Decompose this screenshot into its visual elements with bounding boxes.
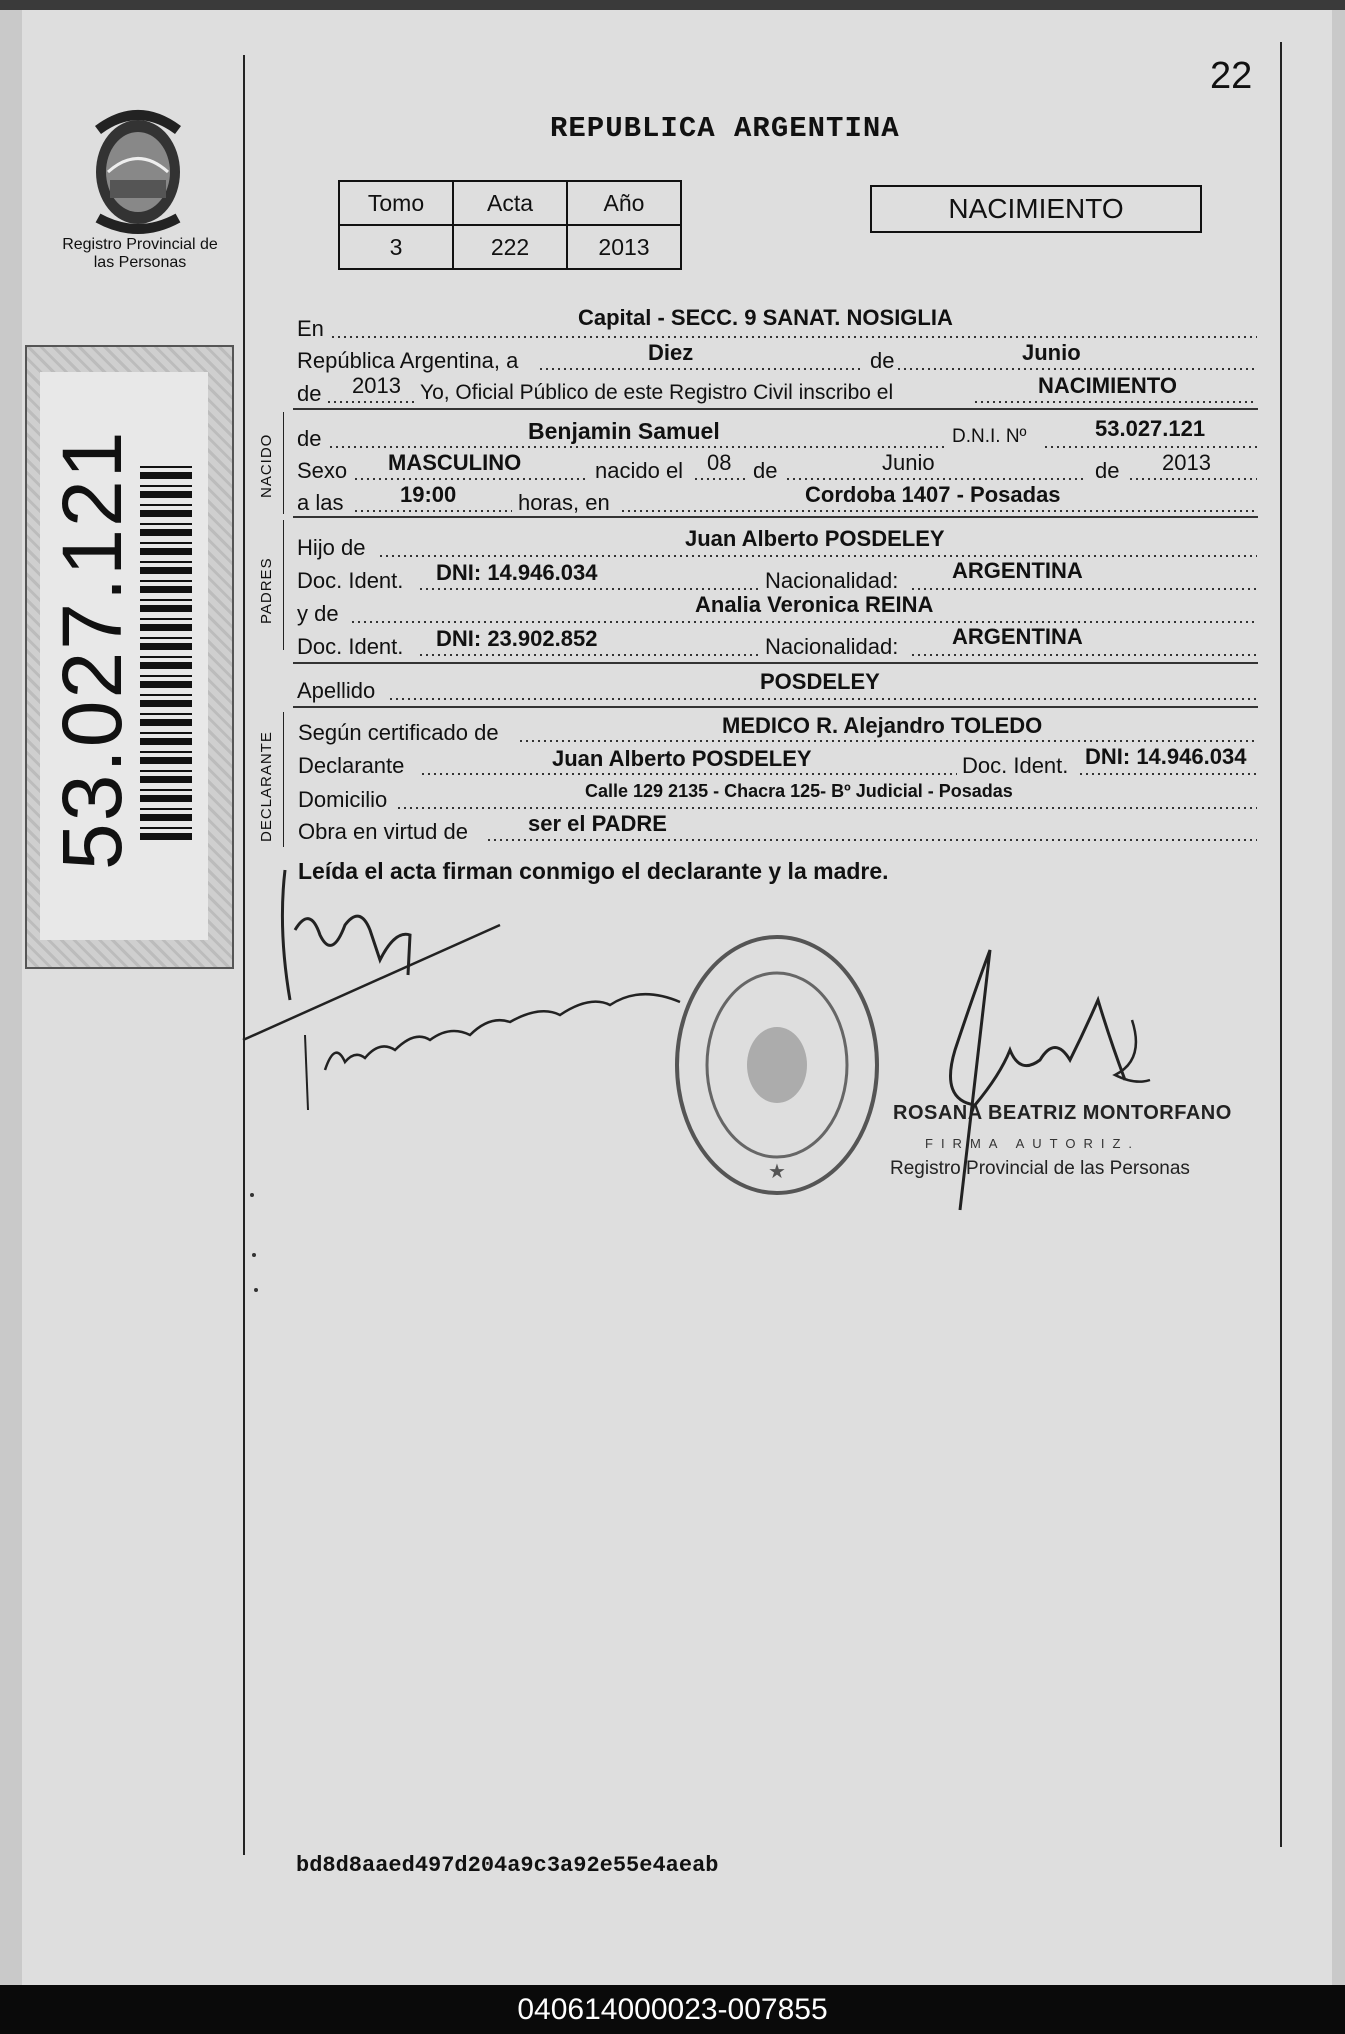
mother-doc: DNI: 23.902.852 bbox=[436, 626, 598, 651]
document-title: REPUBLICA ARGENTINA bbox=[550, 112, 900, 145]
header-tomo: Tomo bbox=[339, 181, 453, 225]
closing-statement: Leída el acta firman conmigo el declarante y la madre. bbox=[298, 858, 889, 884]
domicilio-value: Calle 129 2135 - Chacra 125- Bº Judicial - Posadas bbox=[585, 781, 1013, 801]
child-name: Benjamin Samuel bbox=[528, 418, 720, 444]
father-nationality: ARGENTINA bbox=[952, 558, 1083, 583]
barcode-number: 53.027.121 bbox=[45, 429, 139, 870]
value-ano: 2013 bbox=[567, 225, 681, 269]
year-value: 2013 bbox=[352, 373, 401, 398]
svg-text:★: ★ bbox=[768, 1161, 786, 1183]
birth-time: 19:00 bbox=[400, 482, 457, 507]
officer-role: FIRMA AUTORIZ. bbox=[925, 1136, 1141, 1151]
officer-name: ROSANA BEATRIZ MONTORFANO bbox=[893, 1102, 1232, 1124]
father-name: Juan Alberto POSDELEY bbox=[685, 526, 945, 551]
horas-label: horas, en bbox=[518, 490, 610, 515]
page-number: 22 bbox=[1210, 55, 1253, 97]
birth-month: Junio bbox=[882, 450, 935, 475]
signature-stroke bbox=[305, 1035, 308, 1110]
month-value: Junio bbox=[1022, 340, 1081, 365]
official-seal-icon bbox=[670, 930, 885, 1200]
yde-label: y de bbox=[297, 601, 339, 626]
statement-text: Yo, Oficial Público de este Registro Civil inscribo el bbox=[420, 381, 894, 404]
dni-label: D.N.I. Nº bbox=[952, 426, 1027, 447]
cert-label: Según certificado de bbox=[298, 720, 499, 745]
en-label: En bbox=[297, 316, 324, 341]
signature-stroke bbox=[243, 925, 500, 1040]
obra-value: ser el PADRE bbox=[528, 811, 667, 836]
declarante-label: Declarante bbox=[298, 753, 405, 778]
header-ano: Año bbox=[567, 181, 681, 225]
mother-nationality: ARGENTINA bbox=[952, 624, 1083, 649]
birth-year: 2013 bbox=[1162, 450, 1211, 475]
value-acta: 222 bbox=[453, 225, 567, 269]
domicilio-label: Domicilio bbox=[298, 787, 388, 812]
father-signature bbox=[282, 870, 410, 1000]
nacido-el-label: nacido el bbox=[595, 458, 684, 483]
sexo-value: MASCULINO bbox=[388, 450, 522, 475]
de-label: de bbox=[870, 348, 895, 373]
birth-place: Cordoba 1407 - Posadas bbox=[805, 482, 1061, 507]
declarante-doc: DNI: 14.946.034 bbox=[1085, 744, 1247, 769]
nacido-section-label: NACIDO bbox=[258, 433, 275, 498]
nacionalidad-label: Nacionalidad: bbox=[765, 634, 899, 659]
mother-name: Analia Veronica REINA bbox=[695, 592, 934, 617]
cert-value: MEDICO R. Alejandro TOLEDO bbox=[722, 713, 1043, 738]
header-acta: Acta bbox=[453, 181, 567, 225]
apellido-value: POSDELEY bbox=[760, 669, 880, 694]
sexo-label: Sexo bbox=[297, 458, 348, 483]
child-dni: 53.027.121 bbox=[1095, 416, 1206, 441]
alas-label: a las bbox=[297, 490, 344, 515]
doc-label: Doc. Ident. bbox=[297, 634, 404, 659]
declarante-section-label: DECLARANTE bbox=[258, 731, 275, 842]
padres-section-label: PADRES bbox=[258, 557, 275, 624]
act-value: NACIMIENTO bbox=[1038, 373, 1177, 398]
signature-stroke bbox=[1115, 1020, 1150, 1082]
record-type-box: NACIMIENTO bbox=[870, 185, 1202, 233]
day-value: Diez bbox=[648, 340, 694, 365]
father-doc: DNI: 14.946.034 bbox=[436, 560, 598, 585]
value-tomo: 3 bbox=[339, 225, 453, 269]
mother-signature bbox=[325, 994, 680, 1070]
nacionalidad-label: Nacionalidad: bbox=[765, 568, 899, 593]
republica-label: República Argentina, a bbox=[297, 348, 519, 373]
officer-organization: Registro Provincial de las Personas bbox=[890, 1158, 1190, 1179]
place-value: Capital - SECC. 9 SANAT. NOSIGLIA bbox=[578, 305, 953, 330]
de-label: de bbox=[1095, 458, 1120, 483]
apellido-label: Apellido bbox=[297, 678, 376, 703]
footer-code: 040614000023-007855 bbox=[0, 1985, 1345, 2034]
doc-label: Doc. Ident. bbox=[962, 753, 1069, 778]
obra-label: Obra en virtud de bbox=[298, 819, 468, 844]
document-hash: bd8d8aaed497d204a9c3a92e55e4aeab bbox=[296, 1853, 719, 1878]
declarante-value: Juan Alberto POSDELEY bbox=[552, 746, 812, 771]
de-label: de bbox=[297, 426, 322, 451]
de-label: de bbox=[297, 381, 322, 406]
de-label: de bbox=[753, 458, 778, 483]
birth-day: 08 bbox=[707, 450, 732, 475]
doc-label: Doc. Ident. bbox=[297, 568, 404, 593]
hijo-label: Hijo de bbox=[297, 535, 366, 560]
registry-label: Registro Provincial de las Personas bbox=[62, 236, 218, 271]
